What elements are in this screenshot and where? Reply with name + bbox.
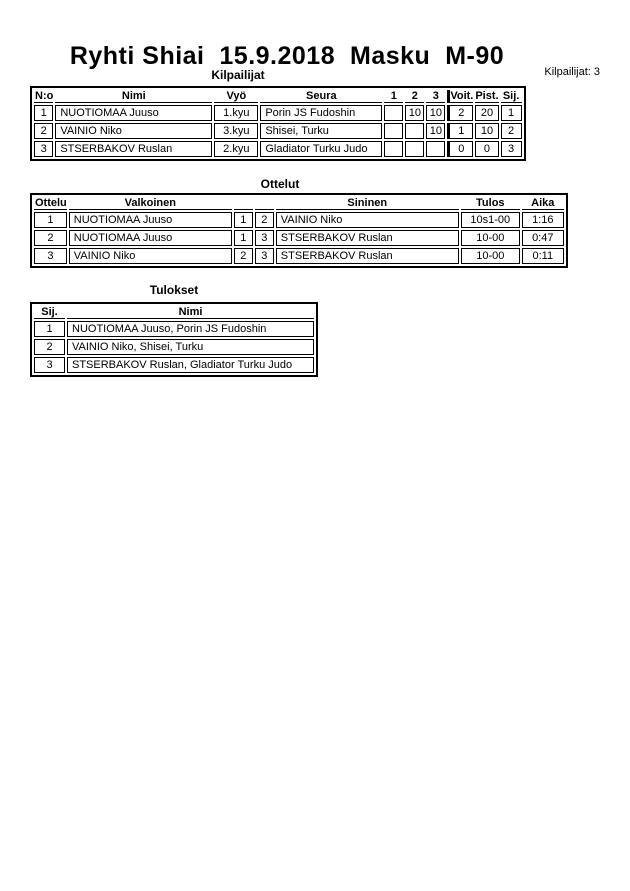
- section-title-kilpailijat: Kilpailijat: [211, 68, 265, 82]
- table-cell: [426, 141, 445, 157]
- page-title: Ryhti Shiai 15.9.2018 Masku M-90: [69, 42, 505, 70]
- table-cell: 1: [34, 212, 67, 228]
- table-cell: [384, 141, 403, 157]
- table-cell: 2: [447, 105, 473, 121]
- section-title-ottelut: Ottelut: [260, 177, 300, 191]
- table-cell: Gladiator Turku Judo: [260, 141, 382, 157]
- column-header: [255, 197, 274, 210]
- competitors-table-wrap: [30, 86, 526, 161]
- table-cell: 3.kyu: [214, 123, 258, 139]
- matches-table: [30, 193, 568, 268]
- table-cell: 2: [34, 339, 65, 355]
- column-header: N:o: [35, 90, 54, 102]
- table-cell: 3: [255, 230, 274, 246]
- table-row: [34, 321, 314, 337]
- results-table: [30, 302, 318, 377]
- table-cell: 2: [34, 230, 67, 246]
- table-cell: STSERBAKOV Ruslan: [276, 248, 459, 264]
- table-row: [34, 105, 522, 121]
- table-cell: 10: [405, 105, 424, 121]
- table-cell: 1.kyu: [214, 105, 258, 121]
- table-cell: NUOTIOMAA Juuso: [55, 105, 212, 121]
- table-cell: 3: [34, 357, 65, 373]
- table-cell: 1: [501, 105, 522, 121]
- table-cell: [384, 105, 403, 121]
- column-header: Nimi: [55, 90, 212, 103]
- table-cell: 3: [34, 248, 67, 264]
- table-cell: STSERBAKOV Ruslan, Gladiator Turku Judo: [67, 357, 314, 373]
- table-cell: NUOTIOMAA Juuso: [69, 212, 232, 228]
- table-row: [34, 123, 522, 139]
- table-cell: [384, 123, 403, 139]
- column-header: 1: [384, 90, 403, 103]
- table-row: [34, 339, 314, 355]
- table-cell: 1: [34, 105, 53, 121]
- column-header: Sininen: [276, 197, 459, 210]
- table-cell: STSERBAKOV Ruslan: [55, 141, 212, 157]
- table-cell: 10-00: [461, 248, 520, 264]
- table-cell: 1:16: [522, 212, 564, 228]
- table-row: [34, 212, 564, 228]
- column-header: Nimi: [67, 306, 314, 319]
- competitors-table: [30, 86, 526, 161]
- table-cell: 20: [475, 105, 498, 121]
- table-cell: 3: [34, 141, 53, 157]
- table-row: [34, 248, 564, 264]
- table-cell: 1: [234, 212, 253, 228]
- table-cell: 10: [426, 123, 445, 139]
- results-table-wrap: [30, 302, 318, 377]
- table-cell: STSERBAKOV Ruslan: [276, 230, 459, 246]
- table-cell: NUOTIOMAA Juuso: [69, 230, 232, 246]
- table-cell: [405, 141, 424, 157]
- table-cell: 2: [234, 248, 253, 264]
- table-cell: [405, 123, 424, 139]
- column-header: Ottelu: [35, 197, 67, 209]
- table-cell: 2: [501, 123, 522, 139]
- table-cell: 1: [447, 123, 473, 139]
- column-header: [234, 197, 253, 210]
- table-cell: 0: [447, 141, 473, 157]
- table-cell: Shisei, Turku: [260, 123, 382, 139]
- column-header: 2: [405, 90, 424, 103]
- table-cell: 0: [475, 141, 498, 157]
- table-cell: 2.kyu: [214, 141, 258, 157]
- table-cell: 0:47: [522, 230, 564, 246]
- table-cell: 10-00: [461, 230, 520, 246]
- table-cell: 2: [255, 212, 274, 228]
- table-cell: 1: [34, 321, 65, 337]
- column-header: Pist.: [475, 90, 499, 102]
- column-header: Sij.: [34, 306, 65, 319]
- table-cell: 10: [475, 123, 498, 139]
- table-cell: 10: [426, 105, 445, 121]
- section-title-tulokset: Tulokset: [149, 283, 199, 297]
- table-cell: VAINIO Niko: [276, 212, 459, 228]
- table-cell: 1: [234, 230, 253, 246]
- table-cell: 3: [501, 141, 522, 157]
- column-header: Seura: [260, 90, 382, 103]
- table-cell: 0:11: [522, 248, 564, 264]
- table-cell: VAINIO Niko: [69, 248, 232, 264]
- column-header: 3: [426, 90, 445, 103]
- table-cell: NUOTIOMAA Juuso, Porin JS Fudoshin: [67, 321, 314, 337]
- table-cell: 3: [255, 248, 274, 264]
- table-cell: VAINIO Niko: [55, 123, 212, 139]
- column-header: Voit.: [447, 90, 473, 103]
- table-row: [34, 230, 564, 246]
- table-cell: VAINIO Niko, Shisei, Turku: [67, 339, 314, 355]
- table-cell: Porin JS Fudoshin: [260, 105, 382, 121]
- table-row: [34, 357, 314, 373]
- matches-table-wrap: [30, 193, 568, 268]
- competitor-count: Kilpailijat: 3: [544, 66, 600, 78]
- table-cell: 2: [34, 123, 53, 139]
- column-header: Tulos: [461, 197, 520, 210]
- column-header: Valkoinen: [69, 197, 232, 210]
- column-header: Vyö: [214, 90, 258, 103]
- table-row: [34, 141, 522, 157]
- column-header: Aika: [522, 197, 564, 210]
- column-header: Sij.: [501, 90, 522, 103]
- table-cell: 10s1-00: [461, 212, 520, 228]
